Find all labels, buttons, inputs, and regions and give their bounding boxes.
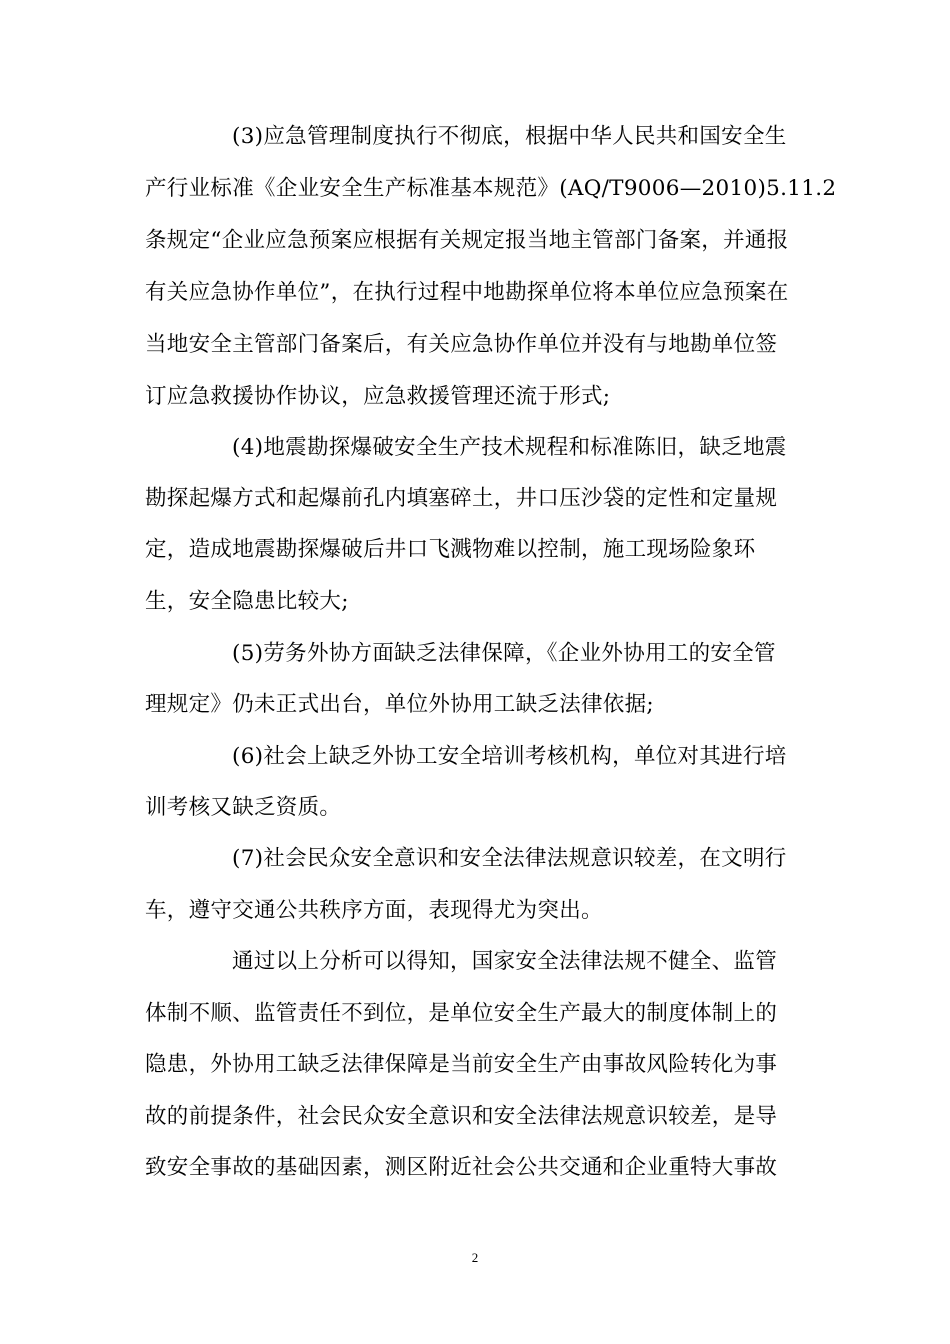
text-line: 生，安全隐患比较大; bbox=[145, 589, 349, 614]
text-line: 勘探起爆方式和起爆前孔内填塞碎土，井口压沙袋的定性和定量规 bbox=[145, 486, 778, 511]
text-line: 训考核又缺乏资质。 bbox=[145, 795, 342, 820]
text-line: 致安全事故的基础因素，测区附近社会公共交通和企业重特大事故 bbox=[145, 1155, 778, 1180]
text-line: (7)社会民众安全意识和安全法律法规意识较差，在文明行 bbox=[232, 846, 787, 871]
text-line: 车，遵守交通公共秩序方面，表现得尤为突出。 bbox=[145, 898, 603, 923]
text-line: 隐患，外协用工缺乏法律保障是当前安全生产由事故风险转化为事 bbox=[145, 1052, 778, 1077]
text-line: 理规定》仍未正式出台，单位外协用工缺乏法律依据; bbox=[145, 692, 654, 717]
text-line: 故的前提条件，社会民众安全意识和安全法律法规意识较差，是导 bbox=[145, 1104, 778, 1129]
text-line: 定，造成地震勘探爆破后井口飞溅物难以控制，施工现场险象环 bbox=[145, 537, 756, 562]
text-line: 订应急救援协作协议，应急救援管理还流于形式; bbox=[145, 384, 611, 409]
text-line: 有关应急协作单位”，在执行过程中地勘探单位将本单位应急预案在 bbox=[145, 280, 789, 305]
text-line: (5)劳务外协方面缺乏法律保障，《企业外协用工的安全管 bbox=[232, 641, 776, 666]
text-line: (4)地震勘探爆破安全生产技术规程和标准陈旧，缺乏地震 bbox=[232, 435, 787, 460]
text-line: 产行业标准《企业安全生产标准基本规范》(AQ/T9006—2010)5.11.2 bbox=[145, 176, 837, 201]
text-line: 体制不顺、监管责任不到位，是单位安全生产最大的制度体制上的 bbox=[145, 1001, 778, 1026]
text-line: 条规定“企业应急预案应根据有关规定报当地主管部门备案，并通报 bbox=[145, 228, 789, 253]
text-line: 当地安全主管部门备案后，有关应急协作单位并没有与地勘单位签 bbox=[145, 332, 778, 357]
text-line: (6)社会上缺乏外协工安全培训考核机构，单位对其进行培 bbox=[232, 744, 787, 769]
text-line: 通过以上分析可以得知，国家安全法律法规不健全、监管 bbox=[232, 949, 778, 974]
page-number: 2 bbox=[471, 1250, 479, 1265]
text-line: (3)应急管理制度执行不彻底，根据中华人民共和国安全生 bbox=[232, 124, 787, 149]
